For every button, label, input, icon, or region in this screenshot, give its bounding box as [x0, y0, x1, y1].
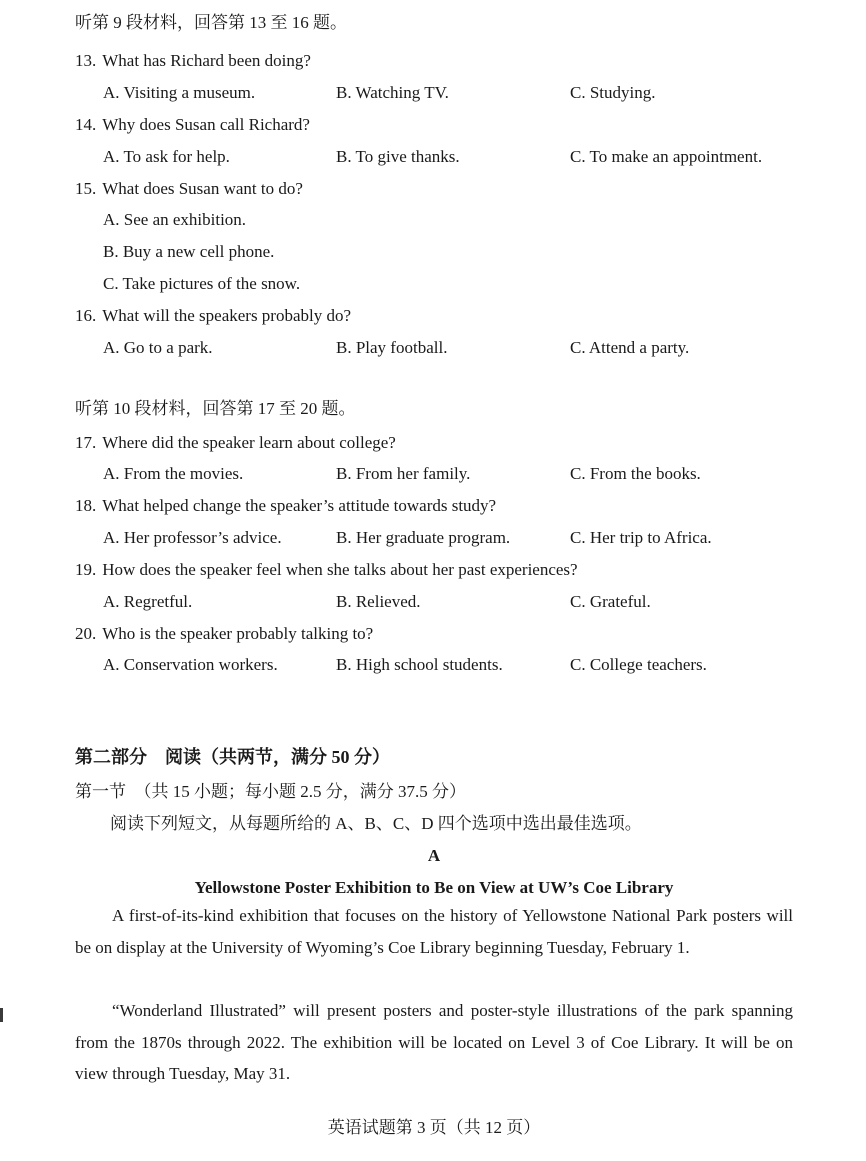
question-17-option-b: B. From her family. [336, 464, 471, 483]
page-footer: 英语试题第 3 页（共 12 页） [327, 1118, 541, 1137]
question-13-option-c: C. Studying. [570, 83, 656, 102]
question-13-options [103, 82, 803, 104]
question-16-option-b: B. Play football. [336, 338, 448, 357]
question-16-text: What will the speakers probably do? [102, 306, 352, 325]
question-17-text: Where did the speaker learn about college? [102, 433, 396, 452]
question-19 [75, 559, 578, 581]
question-18-text: What helped change the speaker’s attitude towards study? [102, 496, 497, 515]
question-14-text: Why does Susan call Richard? [102, 115, 310, 134]
question-15 [75, 178, 303, 200]
question-15-option-b: B. Buy a new cell phone. [103, 242, 275, 261]
question-13-number: 13. [75, 51, 97, 70]
listening-section9-header: 听第 9 段材料，回答第 13 至 16 题。 [75, 13, 347, 32]
question-19-text: How does the speaker feel when she talks about her past experiences? [102, 560, 578, 579]
question-16-options [103, 337, 803, 359]
question-17-option-a: A. From the movies. [103, 464, 244, 483]
question-14-options [103, 146, 803, 168]
question-15-option-c: C. Take pictures of the snow. [103, 274, 301, 293]
question-13 [75, 50, 311, 72]
question-13-option-a: A. Visiting a museum. [103, 83, 256, 102]
question-13-text: What has Richard been doing? [102, 51, 311, 70]
question-18-option-c: C. Her trip to Africa. [570, 528, 712, 547]
question-19-options [103, 591, 803, 613]
question-14-option-a: A. To ask for help. [103, 147, 230, 166]
question-17-option-c: C. From the books. [570, 464, 701, 483]
question-18 [75, 495, 496, 517]
scan-artifact [0, 1008, 3, 1022]
question-19-number: 19. [75, 560, 97, 579]
question-15-text: What does Susan want to do? [102, 179, 303, 198]
question-20-options [103, 654, 803, 676]
question-20 [75, 623, 373, 645]
question-20-option-a: A. Conservation workers. [103, 655, 278, 674]
question-18-option-a: A. Her professor’s advice. [103, 528, 282, 547]
question-15-option-a: A. See an exhibition. [103, 210, 247, 229]
passage-paragraph-1: A first-of-its-kind exhibition that focuses on the history of Yellowstone National Park posters will be on display at the University of Wyoming’s Coe Library beginning Tuesday, February 1. [75, 906, 793, 957]
question-18-number: 18. [75, 496, 97, 515]
reading-part-header: 第二部分 阅读（共两节，满分 50 分） [75, 747, 390, 767]
reading-instructions: 阅读下列短文，从每题所给的 A、B、C、D 四个选项中选出最佳选项。 [110, 814, 642, 833]
question-19-option-c: C. Grateful. [570, 592, 651, 611]
question-20-text: Who is the speaker probably talking to? [102, 624, 374, 643]
question-17-number: 17. [75, 433, 97, 452]
question-15-number: 15. [75, 179, 97, 198]
question-20-option-b: B. High school students. [336, 655, 503, 674]
question-19-option-a: A. Regretful. [103, 592, 193, 611]
reading-section-header: 第一节 （共 15 小题；每小题 2.5 分，满分 37.5 分） [75, 782, 466, 801]
question-19-option-b: B. Relieved. [336, 592, 421, 611]
question-14-option-b: B. To give thanks. [336, 147, 460, 166]
question-16 [75, 305, 351, 327]
question-16-option-c: C. Attend a party. [570, 338, 690, 357]
question-16-number: 16. [75, 306, 97, 325]
question-20-number: 20. [75, 624, 97, 643]
passage-label: A [427, 846, 441, 865]
question-20-option-c: C. College teachers. [570, 655, 707, 674]
question-18-options [103, 527, 803, 549]
question-18-option-b: B. Her graduate program. [336, 528, 511, 547]
question-13-option-b: B. Watching TV. [336, 83, 449, 102]
passage-paragraph-2: “Wonderland Illustrated” will present posters and poster-style illustrations of the park spanning from the 1870s through 2022. The exhibition will be located on Level 3 of Coe Library. It will be on view through Tuesday, May 31. [75, 1001, 793, 1084]
question-16-option-a: A. Go to a park. [103, 338, 213, 357]
question-14 [75, 114, 310, 136]
question-14-number: 14. [75, 115, 97, 134]
question-17-options [103, 463, 803, 485]
listening-section10-header: 听第 10 段材料，回答第 17 至 20 题。 [75, 399, 356, 418]
passage-title: Yellowstone Poster Exhibition to Be on View at UW’s Coe Library [194, 878, 674, 897]
question-14-option-c: C. To make an appointment. [570, 147, 763, 166]
question-17 [75, 432, 396, 454]
